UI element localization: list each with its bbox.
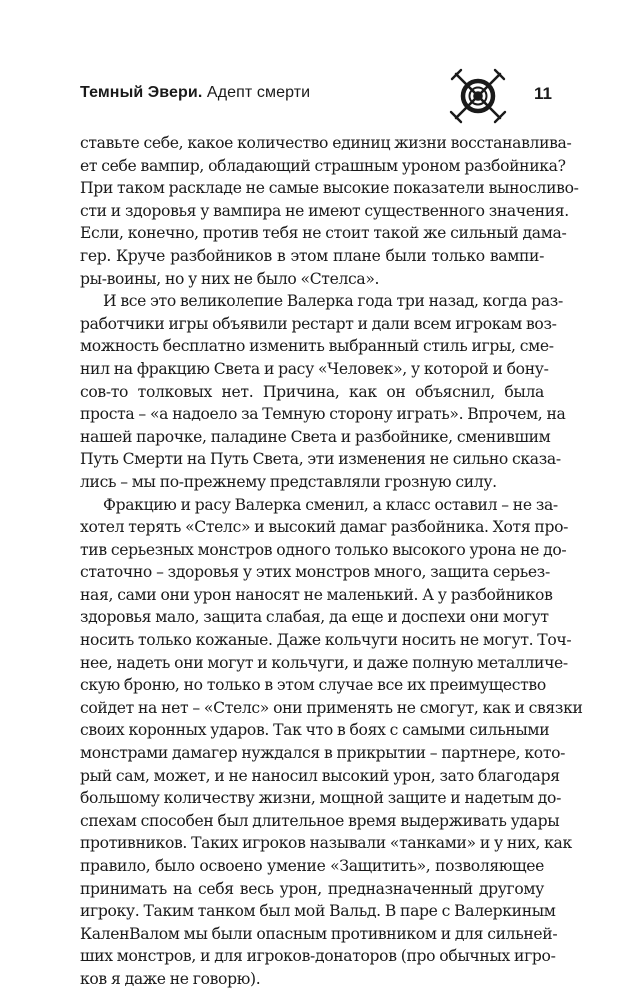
- text-line: При таком раскладе не самые высокие показатели выносливо-: [80, 179, 579, 198]
- text-line: принимать на себя весь урон, предназначенный другому: [80, 879, 544, 898]
- text-body: [80, 132, 583, 991]
- text-line: своих коронных ударов. Так что в боях с самыми сильными: [80, 721, 550, 740]
- text-line: лись – мы по-прежнему представляли грозную силу.: [80, 472, 497, 491]
- page-header: [0, 0, 619, 125]
- text-line: Если, конечно, против тебя не стоит такой же сильный дама-: [80, 224, 567, 243]
- book-title: Адепт смерти: [206, 84, 311, 101]
- text-line: монстрами дамагер нуждался в прикрытии – партнере, кото-: [80, 744, 566, 763]
- text-line: ная, сами они урон наносят не маленький. А у разбойников: [80, 585, 553, 604]
- crossed-swords-shield-icon: [447, 66, 509, 126]
- text-line: И все это великолепие Валерка года три назад, когда раз-: [103, 292, 563, 311]
- text-line: противников. Таких игроков называли «танками» и у них, как: [80, 834, 572, 853]
- text-line: сти и здоровья у вампира не имеют существенного значения.: [80, 201, 569, 220]
- text-line: гер. Круче разбойников в этом плане были только вампи-: [80, 246, 544, 265]
- text-line: скую броню, но только в этом случае все их преимущество: [80, 676, 546, 695]
- paragraph: [80, 494, 583, 991]
- text-line: рый сам, может, и не наносил высокий урон, зато благодаря: [80, 766, 560, 785]
- text-line: проста – «а надоело за Темную сторону играть». Впрочем, на: [80, 405, 566, 424]
- text-line: сов-то толковых нет. Причина, как он объяснил, была: [80, 382, 544, 401]
- text-line: хотел терять «Стелс» и высокий дамаг разбойника. Хотя про-: [80, 518, 569, 537]
- text-line: ет себе вампир, обладающий страшным уроном разбойника?: [80, 156, 566, 175]
- text-line: Путь Смерти на Путь Света, эти изменения не сильно сказа-: [80, 450, 561, 469]
- text-line: статочно – здоровья у этих монстров много, защита серьез-: [80, 563, 550, 582]
- text-line: ставьте себе, какое количество единиц жизни восстанавлива-: [80, 134, 572, 152]
- text-line: сойдет на нет – «Стелс» они применять не смогут, как и связки: [80, 698, 583, 717]
- text-line: игроку. Таким танком был мой Вальд. В паре с Валеркиным: [80, 902, 556, 921]
- text-line: работчики игры объявили рестарт и дали всем игрокам воз-: [80, 314, 557, 333]
- text-line: нее, надеть они могут и кольчуги, и даже полную металличе-: [80, 653, 568, 672]
- author-name: Темный Эвери.: [80, 84, 203, 101]
- text-line: ры-воины, но у них не было «Стелса».: [80, 269, 380, 288]
- text-line: нил на фракцию Света и расу «Человек», у которой и бону-: [80, 359, 549, 378]
- text-line: правило, было освоено умение «Защитить», позволяющее: [80, 857, 544, 875]
- page-number: 11: [534, 84, 552, 103]
- paragraph: [80, 132, 579, 290]
- text-line: ков я даже не говорю).: [80, 969, 261, 988]
- running-title: [80, 84, 310, 102]
- text-line: ших монстров, и для игроков-донаторов (про обычных игро-: [80, 947, 556, 966]
- text-line: нашей парочке, паладине Света и разбойнике, сменившим: [80, 427, 551, 446]
- text-line: здоровья мало, защита слабая, да еще и доспехи они могут: [80, 608, 549, 627]
- text-line: тив серьезных монстров одного только высокого урона не до-: [80, 540, 567, 559]
- text-line: Фракцию и расу Валерка сменил, а класс оставил – не за-: [103, 495, 558, 514]
- text-line: носить только кожаные. Даже кольчуги носить не могут. Точ-: [80, 631, 572, 650]
- text-line: КаленВалом мы были опасным противником и для сильней-: [80, 924, 558, 943]
- text-line: большому количеству жизни, мощной защите и надетым до-: [80, 789, 562, 808]
- paragraph: [80, 290, 566, 493]
- text-line: можность бесплатно изменить выбранный стиль игры, сме-: [80, 337, 554, 356]
- text-line: спехам способен был длительное время выдерживать удары: [80, 811, 560, 830]
